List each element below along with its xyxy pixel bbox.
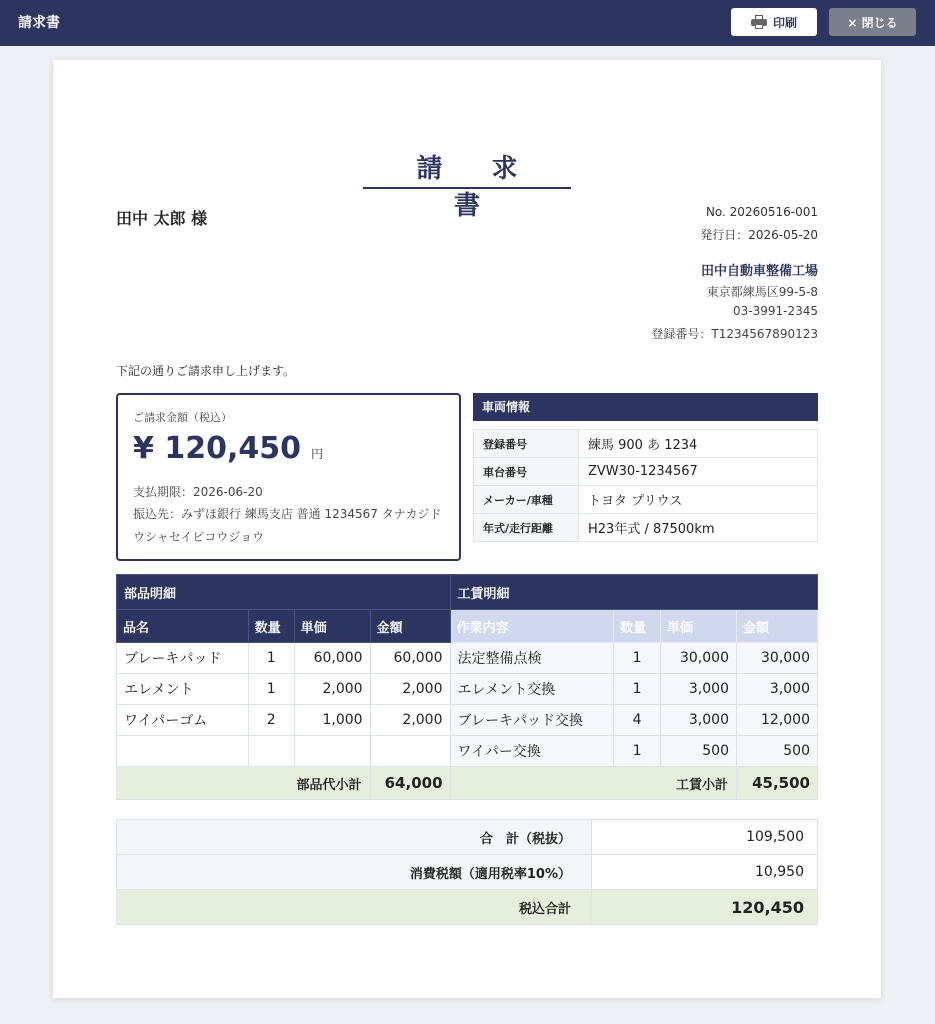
parts-unit: 1,000 [294, 705, 370, 736]
parts-qty: 1 [248, 674, 294, 705]
vehicle-value: H23年式 / 87500km [579, 514, 818, 542]
vehicle-row [474, 486, 818, 514]
printer-icon [751, 15, 767, 29]
amount-box [116, 393, 461, 561]
parts-amount: 2,000 [370, 674, 450, 705]
labor-name: エレメント交換 [450, 674, 614, 705]
labor-amount: 12,000 [736, 705, 817, 736]
parts-subtotal: 64,000 [370, 767, 450, 800]
labor-col-name: 作業内容 [450, 610, 614, 643]
labor-qty: 4 [614, 705, 661, 736]
vehicle-key: 年式/走行距離 [474, 514, 579, 542]
labor-qty: 1 [614, 643, 661, 674]
subtotal-label: 合 計（税抜） [117, 820, 592, 855]
parts-col-name: 品名 [117, 610, 249, 643]
close-button-label: × 閉じる [847, 15, 898, 30]
parts-heading: 部品明細 [117, 575, 451, 610]
vehicle-key: 登録番号 [474, 430, 579, 458]
labor-col-unit: 単価 [661, 610, 737, 643]
vehicle-value: ZVW30-1234567 [579, 458, 818, 486]
top-bar [0, 0, 935, 46]
labor-col-qty: 数量 [614, 610, 661, 643]
parts-unit: 2,000 [294, 674, 370, 705]
labor-subtotal: 45,500 [736, 767, 817, 800]
invoice-paper [53, 60, 881, 998]
table-row [117, 674, 818, 705]
company-phone: 03-3991-2345 [732, 304, 818, 318]
document-title: 請 求 書 [416, 154, 538, 221]
invoice-number: No. 20260516-001 [705, 205, 818, 219]
parts-qty-empty [248, 736, 294, 767]
detail-table [116, 574, 818, 800]
labor-qty: 1 [614, 674, 661, 705]
tax-value: 10,950 [592, 855, 818, 890]
parts-unit-empty [294, 736, 370, 767]
parts-col-amount: 金額 [370, 610, 450, 643]
totals-row [117, 855, 818, 890]
labor-unit: 500 [661, 736, 737, 767]
parts-qty: 2 [248, 705, 294, 736]
vehicle-key: メーカー/車種 [474, 486, 579, 514]
customer-name: 田中 太郎 様 [116, 209, 208, 228]
vehicle-value: トヨタ プリウス [579, 486, 818, 514]
parts-amount: 60,000 [370, 643, 450, 674]
labor-amount: 500 [736, 736, 817, 767]
parts-name-empty [117, 736, 249, 767]
parts-col-qty: 数量 [248, 610, 294, 643]
labor-unit: 3,000 [661, 705, 737, 736]
parts-amount-empty [370, 736, 450, 767]
parts-col-unit: 単価 [294, 610, 370, 643]
parts-unit: 60,000 [294, 643, 370, 674]
parts-name: ワイパーゴム [117, 705, 249, 736]
company-name: 田中自動車整備工場 [700, 264, 818, 279]
amount-unit: 円 [310, 447, 323, 461]
bank-info: 振込先：みずほ銀行 練馬支店 普通 1234567 タナカジドウシャセイビコウジョウ [133, 507, 442, 544]
grand-total-label: 税込合計 [117, 890, 592, 925]
vehicle-key: 車台番号 [474, 458, 579, 486]
subtotal-row [117, 767, 818, 800]
labor-unit: 3,000 [661, 674, 737, 705]
table-row [117, 643, 818, 674]
labor-name: ブレーキパッド交換 [450, 705, 614, 736]
vehicle-table [473, 429, 818, 542]
print-button[interactable] [731, 8, 817, 36]
labor-name: ワイパー交換 [450, 736, 614, 767]
vehicle-heading: 車両情報 [473, 393, 818, 421]
print-button-label: 印刷 [772, 15, 797, 30]
invoice-meta [700, 205, 818, 247]
labor-amount: 30,000 [736, 643, 817, 674]
company-info [651, 283, 818, 346]
labor-qty: 1 [614, 736, 661, 767]
parts-name: エレメント [117, 674, 249, 705]
subtotal-value: 109,500 [592, 820, 818, 855]
vehicle-value: 練馬 900 あ 1234 [579, 430, 818, 458]
close-button[interactable] [829, 8, 916, 36]
tax-label: 消費税額（適用税率10%） [117, 855, 592, 890]
amount-label: ご請求金額（税込） [133, 411, 232, 424]
totals-table [116, 819, 818, 925]
amount-number: ¥ 120,450 [133, 431, 301, 466]
labor-amount: 3,000 [736, 674, 817, 705]
grand-total-row [117, 890, 818, 925]
window-title: 請求書 [18, 15, 60, 31]
vehicle-row [474, 430, 818, 458]
payment-deadline: 支払期限：2026-06-20 [133, 485, 263, 499]
labor-subtotal-label: 工賃小計 [450, 767, 736, 800]
totals-row [117, 820, 818, 855]
table-row [117, 736, 818, 767]
parts-subtotal-label: 部品代小計 [117, 767, 371, 800]
parts-amount: 2,000 [370, 705, 450, 736]
table-row [117, 705, 818, 736]
labor-unit: 30,000 [661, 643, 737, 674]
vehicle-info [473, 393, 818, 542]
title-underline [363, 187, 571, 189]
company-address: 東京都練馬区99-5-8 [706, 285, 818, 299]
labor-name: 法定整備点検 [450, 643, 614, 674]
vehicle-row [474, 514, 818, 542]
amount-value [133, 431, 323, 466]
intro-text: 下記の通りご請求申し上げます。 [116, 364, 296, 378]
grand-total-value: 120,450 [592, 890, 818, 925]
labor-heading: 工賃明細 [450, 575, 817, 610]
labor-col-amount: 金額 [736, 610, 817, 643]
parts-qty: 1 [248, 643, 294, 674]
issue-date: 発行日：2026-05-20 [700, 228, 818, 242]
registration-number: 登録番号：T1234567890123 [651, 327, 818, 341]
vehicle-row [474, 458, 818, 486]
parts-name: ブレーキパッド [117, 643, 249, 674]
